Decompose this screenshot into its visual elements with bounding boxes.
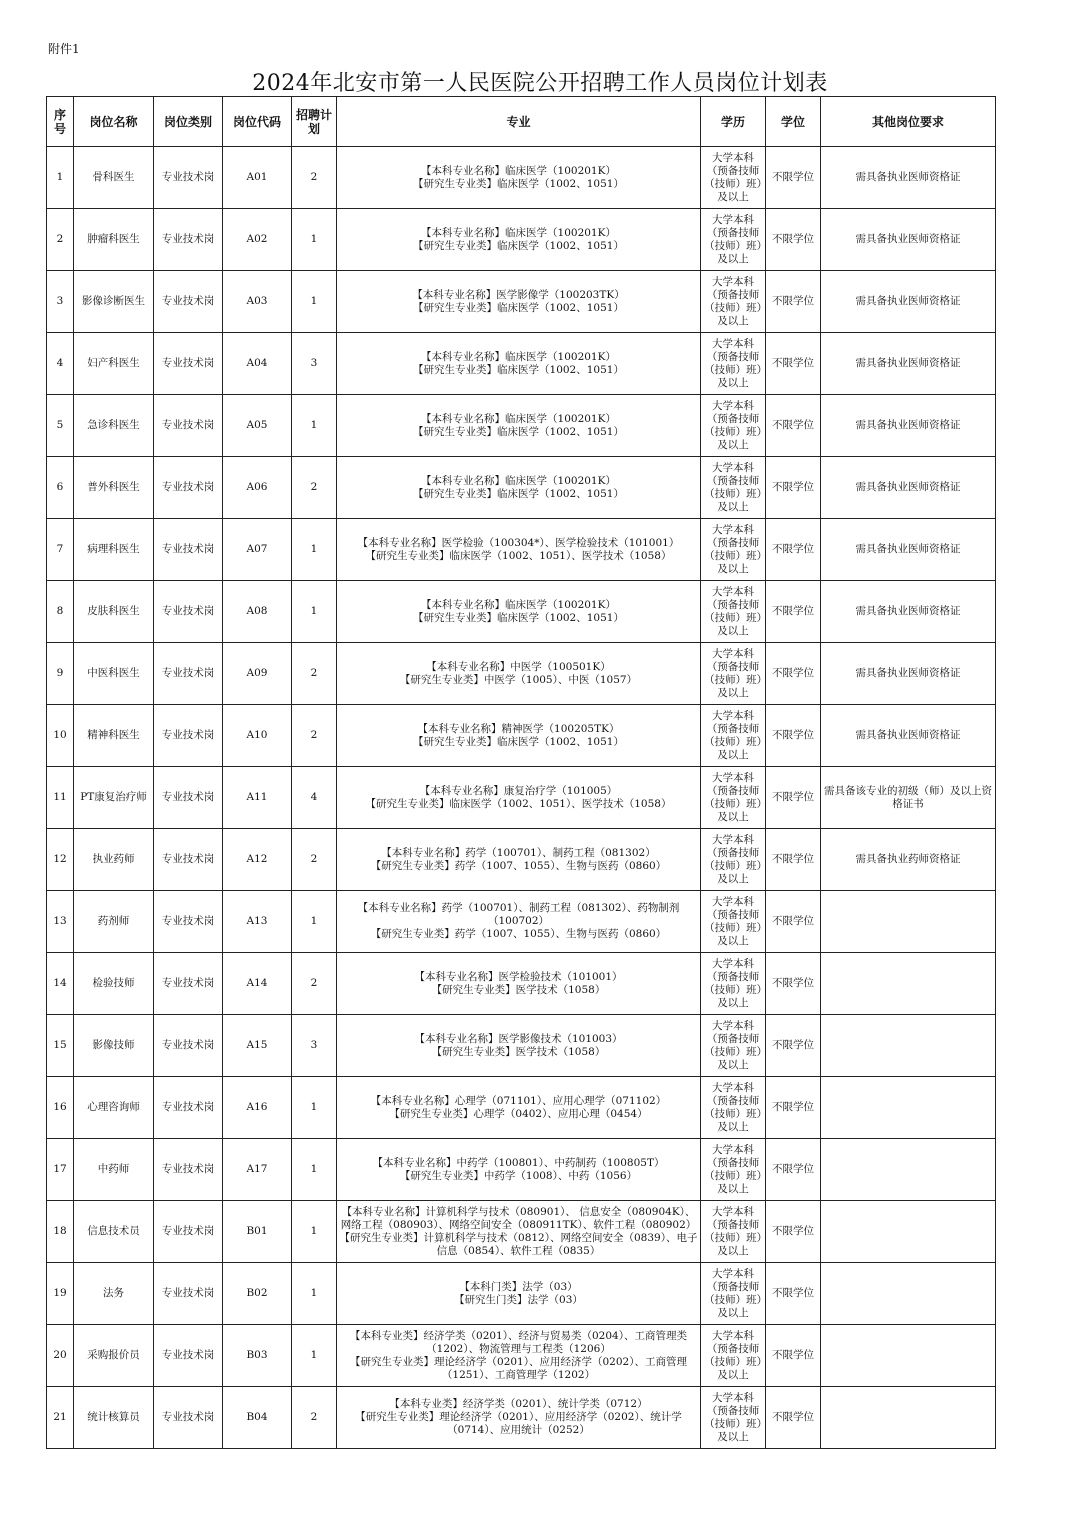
cell-name: 妇产科医生 bbox=[74, 333, 154, 395]
table-row bbox=[47, 953, 996, 1015]
cell-major bbox=[337, 457, 701, 519]
cell-other: 需具备执业医师资格证 bbox=[821, 147, 996, 209]
cell-category: 专业技术岗 bbox=[154, 1387, 223, 1449]
cell-plan: 2 bbox=[292, 147, 337, 209]
cell-name: 中药师 bbox=[74, 1139, 154, 1201]
cell-plan: 1 bbox=[292, 1263, 337, 1325]
cell-degree: 不限学位 bbox=[766, 457, 821, 519]
cell-education: 大学本科（预备技师（技师）班）及以上 bbox=[701, 1139, 766, 1201]
cell-education: 大学本科（预备技师（技师）班）及以上 bbox=[701, 891, 766, 953]
header-plan: 招聘计划 bbox=[292, 97, 337, 147]
cell-code: A13 bbox=[223, 891, 292, 953]
table-row bbox=[47, 581, 996, 643]
cell-major bbox=[337, 1139, 701, 1201]
cell-plan: 1 bbox=[292, 519, 337, 581]
cell-major bbox=[337, 395, 701, 457]
cell-degree: 不限学位 bbox=[766, 891, 821, 953]
cell-major bbox=[337, 519, 701, 581]
cell-category: 专业技术岗 bbox=[154, 705, 223, 767]
cell-seq: 20 bbox=[47, 1325, 74, 1387]
table-row bbox=[47, 1325, 996, 1387]
cell-degree: 不限学位 bbox=[766, 767, 821, 829]
cell-other: 需具备执业医师资格证 bbox=[821, 705, 996, 767]
major-text: 【本科专业名称】临床医学（100201K） 【研究生专业类】临床医学（1002、1051） bbox=[413, 412, 624, 438]
major-text: 【本科专业名称】医学影像技术（101003） 【研究生专业类】医学技术（1058） bbox=[414, 1032, 623, 1058]
cell-other bbox=[821, 1015, 996, 1077]
cell-plan: 2 bbox=[292, 643, 337, 705]
cell-degree: 不限学位 bbox=[766, 209, 821, 271]
cell-seq: 7 bbox=[47, 519, 74, 581]
header-other: 其他岗位要求 bbox=[821, 97, 996, 147]
cell-seq: 13 bbox=[47, 891, 74, 953]
cell-plan: 1 bbox=[292, 1201, 337, 1263]
cell-education: 大学本科（预备技师（技师）班）及以上 bbox=[701, 643, 766, 705]
cell-code: A15 bbox=[223, 1015, 292, 1077]
cell-seq: 14 bbox=[47, 953, 74, 1015]
cell-major bbox=[337, 1325, 701, 1387]
cell-plan: 1 bbox=[292, 1325, 337, 1387]
cell-seq: 11 bbox=[47, 767, 74, 829]
cell-code: A09 bbox=[223, 643, 292, 705]
cell-other: 需具备执业医师资格证 bbox=[821, 581, 996, 643]
table-row bbox=[47, 209, 996, 271]
cell-category: 专业技术岗 bbox=[154, 395, 223, 457]
cell-seq: 5 bbox=[47, 395, 74, 457]
cell-seq: 18 bbox=[47, 1201, 74, 1263]
major-text: 【本科专业名称】计算机科学与技术（080901）、 信息安全（080904K）、网络工程（080903）、网络空间安全（080911TK）、软件工程（080902） 【研究生专业类】计算机科学与技术（0812）、网络空间安全（0839）、电子信息（0854）、软件工程（0835） bbox=[339, 1205, 698, 1257]
major-text: 【本科专业名称】临床医学（100201K） 【研究生专业类】临床医学（1002、1051） bbox=[413, 474, 624, 500]
cell-name: 药剂师 bbox=[74, 891, 154, 953]
cell-other bbox=[821, 1263, 996, 1325]
cell-seq: 8 bbox=[47, 581, 74, 643]
cell-major bbox=[337, 1201, 701, 1263]
cell-name: 急诊科医生 bbox=[74, 395, 154, 457]
table-row bbox=[47, 1201, 996, 1263]
cell-category: 专业技术岗 bbox=[154, 1201, 223, 1263]
table-row bbox=[47, 333, 996, 395]
major-text: 【本科专业名称】药学（100701）、制药工程（081302） 【研究生专业类】药学（1007、1055）、生物与医药（0860） bbox=[370, 846, 667, 872]
header-category: 岗位类别 bbox=[154, 97, 223, 147]
cell-plan: 1 bbox=[292, 1077, 337, 1139]
cell-major bbox=[337, 1387, 701, 1449]
cell-plan: 4 bbox=[292, 767, 337, 829]
cell-code: A17 bbox=[223, 1139, 292, 1201]
cell-category: 专业技术岗 bbox=[154, 1139, 223, 1201]
cell-degree: 不限学位 bbox=[766, 643, 821, 705]
cell-name: PT康复治疗师 bbox=[74, 767, 154, 829]
cell-other: 需具备该专业的初级（师）及以上资格证书 bbox=[821, 767, 996, 829]
cell-code: B04 bbox=[223, 1387, 292, 1449]
cell-name: 检验技师 bbox=[74, 953, 154, 1015]
cell-education: 大学本科（预备技师（技师）班）及以上 bbox=[701, 1077, 766, 1139]
cell-name: 影像诊断医生 bbox=[74, 271, 154, 333]
major-text: 【本科门类】法学（03） 【研究生门类】法学（03） bbox=[454, 1280, 583, 1306]
cell-name: 肿瘤科医生 bbox=[74, 209, 154, 271]
cell-other bbox=[821, 1201, 996, 1263]
header-major: 专业 bbox=[337, 97, 701, 147]
cell-major bbox=[337, 1015, 701, 1077]
cell-degree: 不限学位 bbox=[766, 333, 821, 395]
cell-seq: 19 bbox=[47, 1263, 74, 1325]
cell-degree: 不限学位 bbox=[766, 271, 821, 333]
cell-other bbox=[821, 1139, 996, 1201]
table-row bbox=[47, 1263, 996, 1325]
cell-plan: 1 bbox=[292, 1139, 337, 1201]
cell-major bbox=[337, 705, 701, 767]
cell-degree: 不限学位 bbox=[766, 1201, 821, 1263]
table-row bbox=[47, 395, 996, 457]
table-row bbox=[47, 457, 996, 519]
cell-education: 大学本科（预备技师（技师）班）及以上 bbox=[701, 519, 766, 581]
major-text: 【本科专业名称】康复治疗学（101005） 【研究生专业类】临床医学（1002、1051）、医学技术（1058） bbox=[365, 784, 672, 810]
cell-other: 需具备执业医师资格证 bbox=[821, 271, 996, 333]
cell-category: 专业技术岗 bbox=[154, 1325, 223, 1387]
cell-plan: 2 bbox=[292, 1387, 337, 1449]
table-row bbox=[47, 1077, 996, 1139]
major-text: 【本科专业类】经济学类（0201）、经济与贸易类（0204）、工商管理类（1202）、物流管理与工程类（1206） 【研究生专业类】理论经济学（0201）、应用经济学（0202）、工商管理（1251）、工商管理学（1202） bbox=[350, 1329, 687, 1381]
cell-education: 大学本科（预备技师（技师）班）及以上 bbox=[701, 271, 766, 333]
major-text: 【本科专业名称】临床医学（100201K） 【研究生专业类】临床医学（1002、1051） bbox=[413, 598, 624, 624]
page-title: 2024年北安市第一人民医院公开招聘工作人员岗位计划表 bbox=[252, 71, 828, 96]
cell-category: 专业技术岗 bbox=[154, 519, 223, 581]
cell-education: 大学本科（预备技师（技师）班）及以上 bbox=[701, 1387, 766, 1449]
cell-major bbox=[337, 333, 701, 395]
cell-plan: 1 bbox=[292, 271, 337, 333]
cell-education: 大学本科（预备技师（技师）班）及以上 bbox=[701, 147, 766, 209]
cell-seq: 10 bbox=[47, 705, 74, 767]
cell-category: 专业技术岗 bbox=[154, 271, 223, 333]
major-text: 【本科专业名称】临床医学（100201K） 【研究生专业类】临床医学（1002、1051） bbox=[413, 350, 624, 376]
cell-other: 需具备执业药师资格证 bbox=[821, 829, 996, 891]
cell-major bbox=[337, 953, 701, 1015]
cell-code: A05 bbox=[223, 395, 292, 457]
cell-name: 心理咨询师 bbox=[74, 1077, 154, 1139]
attachment-label: 附件1 bbox=[48, 42, 80, 56]
cell-major bbox=[337, 767, 701, 829]
table-body bbox=[47, 147, 996, 1449]
cell-seq: 12 bbox=[47, 829, 74, 891]
cell-name: 采购报价员 bbox=[74, 1325, 154, 1387]
table-row bbox=[47, 829, 996, 891]
cell-seq: 15 bbox=[47, 1015, 74, 1077]
header-code: 岗位代码 bbox=[223, 97, 292, 147]
cell-other bbox=[821, 1077, 996, 1139]
cell-degree: 不限学位 bbox=[766, 1077, 821, 1139]
cell-education: 大学本科（预备技师（技师）班）及以上 bbox=[701, 705, 766, 767]
cell-other bbox=[821, 953, 996, 1015]
cell-major bbox=[337, 581, 701, 643]
cell-code: B01 bbox=[223, 1201, 292, 1263]
cell-other bbox=[821, 891, 996, 953]
cell-major bbox=[337, 643, 701, 705]
cell-education: 大学本科（预备技师（技师）班）及以上 bbox=[701, 395, 766, 457]
cell-education: 大学本科（预备技师（技师）班）及以上 bbox=[701, 581, 766, 643]
cell-code: A04 bbox=[223, 333, 292, 395]
cell-other bbox=[821, 1387, 996, 1449]
header-education: 学历 bbox=[701, 97, 766, 147]
cell-degree: 不限学位 bbox=[766, 1139, 821, 1201]
table-row bbox=[47, 1015, 996, 1077]
cell-seq: 3 bbox=[47, 271, 74, 333]
cell-name: 执业药师 bbox=[74, 829, 154, 891]
header-name: 岗位名称 bbox=[74, 97, 154, 147]
cell-category: 专业技术岗 bbox=[154, 767, 223, 829]
cell-education: 大学本科（预备技师（技师）班）及以上 bbox=[701, 1015, 766, 1077]
major-text: 【本科专业名称】医学检验（100304*）、医学检验技术（101001） 【研究生专业类】临床医学（1002、1051）、医学技术（1058） bbox=[357, 536, 680, 562]
cell-code: A10 bbox=[223, 705, 292, 767]
cell-category: 专业技术岗 bbox=[154, 1263, 223, 1325]
cell-plan: 2 bbox=[292, 705, 337, 767]
cell-plan: 3 bbox=[292, 333, 337, 395]
cell-seq: 9 bbox=[47, 643, 74, 705]
major-text: 【本科专业名称】临床医学（100201K） 【研究生专业类】临床医学（1002、1051） bbox=[413, 226, 624, 252]
cell-major bbox=[337, 829, 701, 891]
header-row bbox=[47, 97, 996, 147]
major-text: 【本科专业名称】中药学（100801）、中药制药（100805T） 【研究生专业类】中药学（1008）、中药（1056） bbox=[372, 1156, 665, 1182]
major-text: 【本科专业名称】临床医学（100201K） 【研究生专业类】临床医学（1002、1051） bbox=[413, 164, 624, 190]
cell-seq: 21 bbox=[47, 1387, 74, 1449]
cell-seq: 2 bbox=[47, 209, 74, 271]
cell-degree: 不限学位 bbox=[766, 1325, 821, 1387]
cell-name: 普外科医生 bbox=[74, 457, 154, 519]
cell-seq: 17 bbox=[47, 1139, 74, 1201]
cell-code: A16 bbox=[223, 1077, 292, 1139]
major-text: 【本科专业名称】医学检验技术（101001） 【研究生专业类】医学技术（1058） bbox=[414, 970, 623, 996]
cell-major bbox=[337, 209, 701, 271]
cell-plan: 1 bbox=[292, 395, 337, 457]
cell-code: A08 bbox=[223, 581, 292, 643]
cell-category: 专业技术岗 bbox=[154, 147, 223, 209]
cell-degree: 不限学位 bbox=[766, 1387, 821, 1449]
cell-degree: 不限学位 bbox=[766, 519, 821, 581]
cell-name: 法务 bbox=[74, 1263, 154, 1325]
major-text: 【本科专业名称】中医学（100501K） 【研究生专业类】中医学（1005）、中医（1057） bbox=[399, 660, 638, 686]
cell-education: 大学本科（预备技师（技师）班）及以上 bbox=[701, 953, 766, 1015]
cell-degree: 不限学位 bbox=[766, 147, 821, 209]
cell-other: 需具备执业医师资格证 bbox=[821, 333, 996, 395]
cell-code: B03 bbox=[223, 1325, 292, 1387]
cell-other: 需具备执业医师资格证 bbox=[821, 457, 996, 519]
cell-major bbox=[337, 1077, 701, 1139]
cell-other bbox=[821, 1325, 996, 1387]
cell-code: A02 bbox=[223, 209, 292, 271]
cell-education: 大学本科（预备技师（技师）班）及以上 bbox=[701, 829, 766, 891]
cell-category: 专业技术岗 bbox=[154, 891, 223, 953]
cell-other: 需具备执业医师资格证 bbox=[821, 395, 996, 457]
table-row bbox=[47, 891, 996, 953]
table-row bbox=[47, 705, 996, 767]
table-row bbox=[47, 1139, 996, 1201]
cell-seq: 1 bbox=[47, 147, 74, 209]
header-degree: 学位 bbox=[766, 97, 821, 147]
cell-major bbox=[337, 891, 701, 953]
cell-degree: 不限学位 bbox=[766, 581, 821, 643]
cell-plan: 1 bbox=[292, 891, 337, 953]
cell-category: 专业技术岗 bbox=[154, 333, 223, 395]
cell-education: 大学本科（预备技师（技师）班）及以上 bbox=[701, 1201, 766, 1263]
cell-name: 皮肤科医生 bbox=[74, 581, 154, 643]
cell-seq: 4 bbox=[47, 333, 74, 395]
cell-plan: 1 bbox=[292, 209, 337, 271]
cell-education: 大学本科（预备技师（技师）班）及以上 bbox=[701, 767, 766, 829]
cell-category: 专业技术岗 bbox=[154, 209, 223, 271]
cell-major bbox=[337, 1263, 701, 1325]
cell-degree: 不限学位 bbox=[766, 705, 821, 767]
cell-education: 大学本科（预备技师（技师）班）及以上 bbox=[701, 333, 766, 395]
table-row bbox=[47, 147, 996, 209]
cell-seq: 16 bbox=[47, 1077, 74, 1139]
cell-seq: 6 bbox=[47, 457, 74, 519]
major-text: 【本科专业名称】医学影像学（100203TK） 【研究生专业类】临床医学（1002、1051） bbox=[412, 288, 625, 314]
cell-code: A07 bbox=[223, 519, 292, 581]
table-row bbox=[47, 1387, 996, 1449]
cell-name: 统计核算员 bbox=[74, 1387, 154, 1449]
cell-major bbox=[337, 271, 701, 333]
cell-code: B02 bbox=[223, 1263, 292, 1325]
cell-category: 专业技术岗 bbox=[154, 581, 223, 643]
table-row bbox=[47, 643, 996, 705]
cell-code: A11 bbox=[223, 767, 292, 829]
cell-education: 大学本科（预备技师（技师）班）及以上 bbox=[701, 1263, 766, 1325]
cell-plan: 1 bbox=[292, 581, 337, 643]
cell-category: 专业技术岗 bbox=[154, 643, 223, 705]
header-seq: 序号 bbox=[47, 97, 74, 147]
cell-name: 信息技术员 bbox=[74, 1201, 154, 1263]
cell-code: A06 bbox=[223, 457, 292, 519]
cell-education: 大学本科（预备技师（技师）班）及以上 bbox=[701, 209, 766, 271]
cell-category: 专业技术岗 bbox=[154, 1077, 223, 1139]
cell-category: 专业技术岗 bbox=[154, 457, 223, 519]
cell-education: 大学本科（预备技师（技师）班）及以上 bbox=[701, 1325, 766, 1387]
cell-code: A01 bbox=[223, 147, 292, 209]
cell-education: 大学本科（预备技师（技师）班）及以上 bbox=[701, 457, 766, 519]
major-text: 【本科专业名称】药学（100701）、制药工程（081302）、药物制剂（100702） 【研究生专业类】药学（1007、1055）、生物与医药（0860） bbox=[357, 902, 680, 940]
cell-category: 专业技术岗 bbox=[154, 1015, 223, 1077]
cell-name: 精神科医生 bbox=[74, 705, 154, 767]
cell-name: 影像技师 bbox=[74, 1015, 154, 1077]
cell-name: 病理科医生 bbox=[74, 519, 154, 581]
table-row bbox=[47, 767, 996, 829]
major-text: 【本科专业名称】心理学（071101）、应用心理学（071102） 【研究生专业类】心理学（0402）、应用心理（0454） bbox=[370, 1094, 667, 1120]
major-text: 【本科专业类】经济学类（0201）、统计学类（0712） 【研究生专业类】理论经济学（0201）、应用经济学（0202）、统计学（0714）、应用统计（0252） bbox=[355, 1398, 682, 1436]
cell-name: 中医科医生 bbox=[74, 643, 154, 705]
cell-name: 骨科医生 bbox=[74, 147, 154, 209]
cell-category: 专业技术岗 bbox=[154, 829, 223, 891]
major-text: 【本科专业名称】精神医学（100205TK） 【研究生专业类】临床医学（1002、1051） bbox=[413, 722, 624, 748]
cell-plan: 2 bbox=[292, 953, 337, 1015]
cell-other: 需具备执业医师资格证 bbox=[821, 519, 996, 581]
recruitment-plan-table bbox=[46, 96, 996, 1449]
cell-other: 需具备执业医师资格证 bbox=[821, 643, 996, 705]
cell-code: A03 bbox=[223, 271, 292, 333]
cell-degree: 不限学位 bbox=[766, 1015, 821, 1077]
cell-code: A12 bbox=[223, 829, 292, 891]
cell-category: 专业技术岗 bbox=[154, 953, 223, 1015]
cell-degree: 不限学位 bbox=[766, 1263, 821, 1325]
table-row bbox=[47, 519, 996, 581]
cell-code: A14 bbox=[223, 953, 292, 1015]
cell-plan: 3 bbox=[292, 1015, 337, 1077]
cell-degree: 不限学位 bbox=[766, 829, 821, 891]
cell-plan: 2 bbox=[292, 829, 337, 891]
cell-other: 需具备执业医师资格证 bbox=[821, 209, 996, 271]
cell-major bbox=[337, 147, 701, 209]
cell-degree: 不限学位 bbox=[766, 395, 821, 457]
cell-degree: 不限学位 bbox=[766, 953, 821, 1015]
cell-plan: 2 bbox=[292, 457, 337, 519]
table-row bbox=[47, 271, 996, 333]
